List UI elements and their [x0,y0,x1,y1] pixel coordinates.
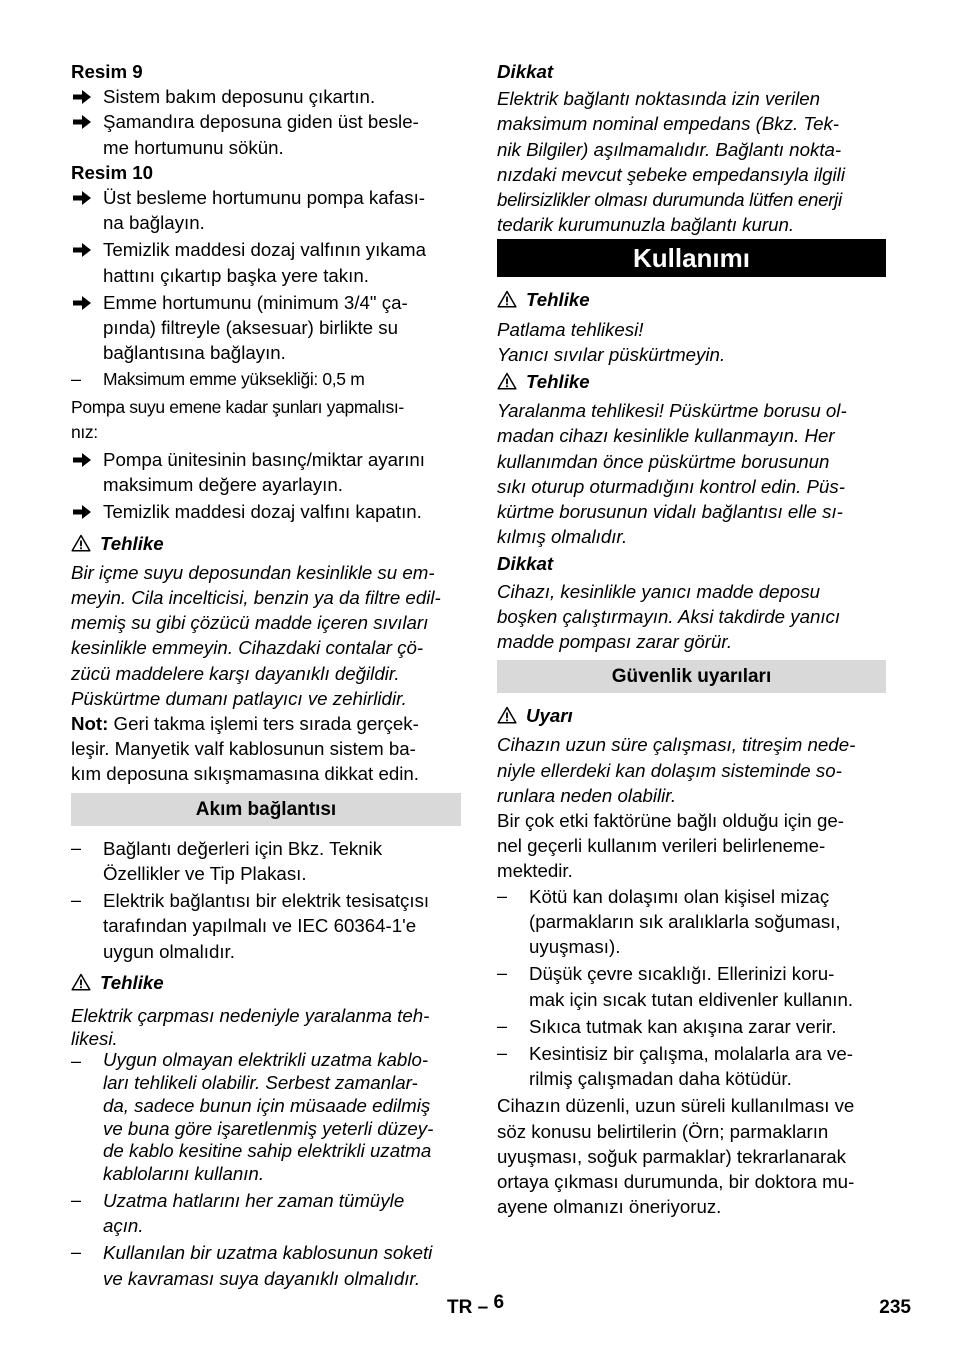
dash-bullet: – [497,1042,508,1063]
footer-section-label [447,1292,505,1319]
step-item: Şamandıra deposuna giden üst besle- me hortumunu sökün. [71,109,461,159]
danger-heading: Tehlike [71,531,461,558]
dash-bullet: – [497,963,508,984]
figure-heading: Resim 9 [71,61,143,82]
warning-triangle-icon [497,289,517,314]
warning-triangle-icon [71,972,91,997]
language-code: TR [447,1297,473,1318]
dash-bullet: – [71,1242,82,1263]
page-number: 235 [879,1297,911,1318]
step-item: Temizlik maddesi dozaj valfını kapatın. [71,499,461,524]
caution-heading: Dikkat [497,61,554,82]
list-item: – Bağlantı değerleri için Bkz. Teknik Özellikler ve Tip Plakası. [71,837,383,884]
dash-bullet: – [71,890,82,911]
list-item: – Maksimum emme yüksekliği: 0,5 m [71,367,461,392]
section-heading-akim-baglantisi: Akım bağlantısı [71,793,461,826]
dash-bullet: – [71,1189,82,1210]
paragraph: Pompa suyu emene kadar şunları yapmalısı- [71,396,404,417]
danger-heading: Tehlike [71,970,461,997]
dash-bullet: – [71,1051,82,1072]
step-item: Pompa ünitesinin basınç/miktar ayarını maksimum değere ayarlayın. [71,447,461,497]
list-item: – Kullanılan bir uzatma kablosunun soketi ve kavraması suya dayanıklı olmalıdır. [71,1242,433,1289]
dash-bullet: – [71,369,82,390]
dash-bullet: – [497,885,508,906]
list-item: – Kötü kan dolaşımı olan kişisel mizaç (parmakların sık aralıklarla soğuması, uyuşması). [497,885,841,958]
danger-heading: Tehlike [497,369,886,396]
list-item: – Uzatma hatlarını her zaman tümüyle açın. [71,1189,405,1237]
list-item: – Düşük çevre sıcaklığı. Ellerinizi koru- mak için sıcak tutan eldivenler kullanın. [497,963,854,1010]
warning-triangle-icon [497,371,517,396]
note-paragraph: Not: Geri takma işlemi ters sırada gerçek- [71,713,419,735]
dash-bullet: – [71,837,82,858]
right-column: Dikkat Elektrik bağlantı noktasında izin verilen maksimum nominal empedans (Bkz. Tek- nik Bilgiler) aşılmamalıdır. Bağlantı nokta- nızdaki mevcut şebeke empedansıyla ilgili belirsizlikler olması durumunda lütfen enerji tedarik kurumunuzla bağlantı kurun. Kullanımı Tehlike Patlama tehlikesi! Yanıcı sıvılar püskürtmeyin. Tehlike Yaralanma tehlikesi! Püskürtme borusu ol- madan cihazı kesinlikle kullanmayın. Her kullanımdan önce püskürtme borusunun sıkı oturup oturmadığını kontrol edin. Püs- kürtme borusunun vidalı bağlantısı elle sı- kılmış olmalıdır. Dikkat Cihazı, kesinlikle yanıcı madde deposu boşken çalıştırmayın. Aksi takdirde yanıcı madde pompası zarar görür. Güvenlik uyarıları Uyarı Cihazın uzun süre çalışması, titreşim nede- niyle ellerdeki kan dolaşım sisteminde so- runlara neden olabilir. Bir çok etki faktörüne bağlı olduğu için ge- nel geçerli kullanım verileri belirleneme- mektedir. – Kötü kan dolaşımı olan kişisel mizaç (parmakların sık aralıklarla soğuması, uyuşması). – Düşük çevre sıcaklığı. Ellerinizi koru- mak için sıcak tutan eldivenler kullanın. – Sıkıca tutmak kan akışına zarar verir. – Kesintisiz bir çalışma, molalarla ara ve- rilmiş çalışmadan daha kötüdür. Cihazın düzenli, uzun süreli kullanılması ve söz konusu belirtilerin (Örn; parmakların uyuşması, soğuk parmaklar) tekrarlanarak ortaya çıkması durumunda, bir doktora mu- ayene olmanızı öneriyoruz. [497,59,886,1219]
left-column: Resim 9 Sistem bakım deposunu çıkartın. Şamandıra deposuna giden üst besle- me hortumunu sökün. Resim 10 Üst besleme hortumunu pompa kafası- na bağlayın. Temizlik maddesi dozaj valfının yıkama hattını çıkartıp başka yere takın. Emme hortumunu (minimum 3/4" ça- pında) filtreyle (aksesuar) birlikte su bağlantısına bağlayın. – Maksimum emme yüksekliği: 0,5 m Pompa suyu emene kadar şunları yapmalısı- nız: Pompa ünitesinin basınç/miktar ayarını maksimum değere ayarlayın. Temizlik maddesi dozaj valfını kapatın. Tehlike Bir içme suyu deposundan kesinlikle su em- meyin. Cila incelticisi, benzin ya da filtre edil- memiş su gibi çözücü madde içeren sıvıları kesinlikle emmeyin. Cihazdaki contalar çö- zücü maddelere karşı dayanıklı değildir. Püskürtme dumanı patlayıcı ve zehirlidir. Not: Geri takma işlemi ters sırada gerçek- leşir. Manyetik valf kablosunun sistem ba- kım deposuna sıkışmamasına dikkat edin. Akım bağlantısı – Bağlantı değerleri için Bkz. Teknik Özellikler ve Tip Plakası. – Elektrik bağlantısı bir elektrik tesisatçısı tarafından yapılmalı ve IEC 60364-1'e uygun olmalıdır. Tehlike Elektrik çarpması nedeniyle yaralanma teh- likesi. – Uygun olmayan elektrikli uzatma kablo- ları tehlikeli olabilir. Serbest zamanlar- da, sadece bunun için müsaade edilmiş ve buna göre işaretlenmiş yeterli düzey- de kablo kesitine sahip elektrikli uzatma kablolarını kullanın. – Uzatma hatlarını her zaman tümüyle açın. – Kullanılan bir uzatma kablosunun soketi ve kavraması suya dayanıklı olmalıdır. [71,59,461,1291]
warning-triangle-icon [71,533,91,558]
list-item: – Kesintisiz bir çalışma, molalarla ara ve- rilmiş çalışmadan daha kötüdür. [497,1042,854,1090]
note-label: Not: [71,713,109,735]
list-item: – Uygun olmayan elektrikli uzatma kablo- ları tehlikeli olabilir. Serbest zamanlar- da, sadece bunun için müsaade edilmiş ve buna göre işaretlenmiş yeterli düzey- de kablo kesitine sahip elektrikli uzatma kablolarını kullanın. [71,1049,434,1185]
step-item: Temizlik maddesi dozaj valfının yıkama hattını çıkartıp başka yere takın. [71,237,461,287]
step-item: Emme hortumunu (minimum 3/4" ça- pında) filtreyle (aksesuar) birlikte su bağlantısına bağlayın. [71,290,461,366]
section-heading-guvenlik-uyarilari: Güvenlik uyarıları [497,660,886,693]
caution-heading: Dikkat [497,553,554,575]
list-item: – Sıkıca tutmak kan akışına zarar verir. [497,1014,886,1039]
warning-heading: Uyarı [497,703,886,730]
footer-dash: – [477,1297,489,1318]
danger-heading: Tehlike [497,287,886,314]
figure-heading: Resim 10 [71,161,154,183]
section-page-number: 6 [493,1292,505,1313]
paragraph: nız: [71,421,98,442]
step-item: Sistem bakım deposunu çıkartın. [71,84,461,109]
section-heading-kullanimi: Kullanımı [497,239,886,277]
dash-bullet: – [497,1015,508,1036]
step-item: Üst besleme hortumunu pompa kafası- na bağlayın. [71,185,461,235]
warning-triangle-icon [497,705,517,730]
list-item: – Elektrik bağlantısı bir elektrik tesisatçısı tarafından yapılmalı ve IEC 60364-1'e uygun olmalıdır. [71,890,430,962]
